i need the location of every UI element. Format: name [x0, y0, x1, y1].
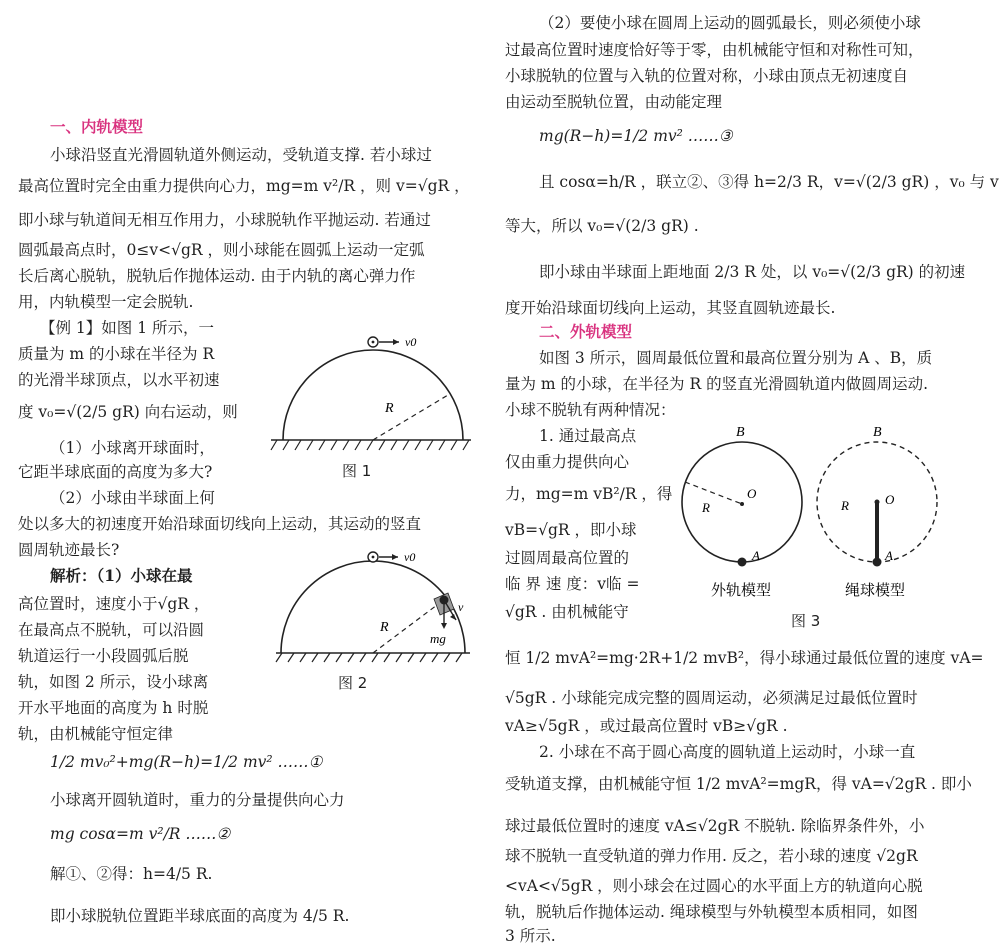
text-line: 2. 小球在不高于圆心高度的圆轨道上运动时，小球一直: [539, 743, 916, 761]
text-line: 过圆周最高位置的: [505, 549, 630, 567]
solution-label: 解析：（1）小球在最: [50, 566, 193, 585]
figure-2-caption: 图 2: [338, 674, 368, 692]
text-line: 量为 m 的小球，在半径为 R 的竖直光滑圆轨道内做圆周运动.: [505, 375, 929, 393]
text-line: （2）小球由半球面上何: [50, 489, 215, 507]
text-line: 3 所示.: [505, 927, 556, 945]
text-line: 圆弧最高点时，0≤v<√gR ，则小球能在圆弧上运动一定弧: [18, 241, 425, 259]
equation-2: mg cosα=m v²/R ……②: [50, 825, 231, 843]
fig3-rope-ball-caption: 绳球模型: [845, 581, 906, 599]
fig2-v-label: v: [458, 600, 464, 614]
section-heading-outer-track: 二、外轨模型: [539, 323, 633, 341]
text-line: 用，内轨模型一定会脱轨.: [18, 293, 194, 311]
text-line: 过最高位置时速度恰好等于零，由机械能守恒和对称性可知，: [505, 41, 924, 59]
figure-2-hemisphere: [258, 545, 473, 665]
text-line: 力，mg=m vB²/R ，得: [505, 485, 673, 503]
fig2-v0-label: v0: [404, 550, 416, 564]
text-line: 轨，由机械能守恒定律: [18, 725, 174, 743]
text-line: √5gR . 小球能完成完整的圆周运动，必须满足过最低位置时: [505, 689, 918, 707]
text-line: 度开始沿球面切线向上运动，其竖直圆轨迹最长.: [505, 299, 836, 317]
fig3-left-b-label: B: [736, 425, 745, 440]
text-line: 长后离心脱轨，脱轨后作抛体运动. 由于内轨的离心弹力作: [18, 267, 416, 285]
text-line: 在最高点不脱轨，可以沿圆: [18, 621, 205, 639]
text-line: 小球不脱轨有两种情况：: [505, 401, 676, 419]
text-line: 处以多大的初速度开始沿球面切线向上运动，其运动的竖直: [18, 515, 422, 533]
text-line: 球过最低位置时的速度 vA≤√2gR 不脱轨. 除临界条件外，小: [505, 817, 925, 835]
example-label: 【例 1】如图 1 所示，一: [40, 319, 215, 337]
text-line: 仅由重力提供向心: [505, 453, 630, 471]
text-line: 小球沿竖直光滑圆轨道外侧运动，受轨道支撑. 若小球过: [50, 146, 432, 164]
fig3-left-o-label: O: [747, 486, 757, 501]
equation-1: 1/2 mv₀²+mg(R−h)=1/2 mv² ……①: [50, 753, 323, 771]
fig1-v0-label: v0: [405, 335, 417, 349]
figure-3-circles: [673, 420, 953, 610]
fig2-mg-label: mg: [430, 631, 446, 646]
figure-3-caption: 图 3: [791, 612, 821, 630]
text-line: 1. 通过最高点: [539, 427, 637, 445]
text-line: 且 cosα=h/R ，联立②、③得 h=2/3 R，v=√(2/3 gR) ，v₀ 与 v: [539, 173, 999, 191]
text-line: 如图 3 所示，圆周最低位置和最高位置分别为 A 、B，质: [539, 349, 933, 367]
text-line: 即小球脱轨位置距半球底面的高度为 4/5 R.: [50, 907, 350, 925]
text-line: 即小球与轨道间无相互作用力，小球脱轨作平抛运动. 若通过: [18, 211, 431, 229]
text-line: 临 界 速 度：v临 =: [505, 575, 640, 593]
text-line: √gR . 由机械能守: [505, 603, 629, 621]
fig3-right-a-label: A: [885, 548, 893, 563]
text-line: 轨，如图 2 所示，设小球离: [18, 673, 209, 691]
text-line: <vA<√5gR ，则小球会在过圆心的水平面上方的轨道向心脱: [505, 877, 923, 895]
text-line: vA≥√5gR ，或过最高位置时 vB≥√gR .: [505, 717, 788, 735]
figure-1-caption: 图 1: [342, 462, 372, 480]
text-line: 恒 1/2 mvA²=mg·2R+1/2 mvB²，得小球通过最低位置的速度 vA=: [505, 649, 984, 667]
text-line: （1）小球离开球面时，: [50, 439, 215, 457]
fig3-left-r-label: R: [702, 500, 710, 515]
figure-1-hemisphere: [263, 330, 473, 455]
text-line: 圆周轨迹最长?: [18, 541, 120, 559]
text-line: 开水平地面的高度为 h 时脱: [18, 699, 209, 717]
text-line: 它距半球底面的高度为多大?: [18, 463, 213, 481]
text-line: 球不脱轨一直受轨道的弹力作用. 反之，若小球的速度 √2gR: [505, 847, 918, 865]
text-line: 轨道运行一小段圆弧后脱: [18, 647, 189, 665]
text-line: 小球脱轨的位置与入轨的位置对称，小球由顶点无初速度自: [505, 67, 909, 85]
section-heading-inner-track: 一、内轨模型: [50, 118, 144, 136]
fig1-r-label: R: [385, 401, 394, 416]
fig3-outer-track-caption: 外轨模型: [711, 581, 772, 599]
text-line: （2）要使小球在圆周上运动的圆弧最长，则必须使小球: [539, 14, 921, 32]
text-line: 的光滑半球顶点，以水平初速: [18, 371, 220, 389]
fig2-r-label: R: [380, 620, 389, 635]
text-line: 由运动至脱轨位置，由动能定理: [505, 93, 723, 111]
text-line: 解①、②得：h=4/5 R.: [50, 865, 213, 883]
fig3-right-o-label: O: [885, 492, 895, 507]
fig3-right-r-label: R: [841, 498, 849, 513]
text-line: vB=√gR ，即小球: [505, 521, 637, 539]
text-line: 最高位置时完全由重力提供向心力，mg=m v²/R ，则 v=√gR ，: [18, 177, 470, 195]
text-line: 高位置时，速度小于√gR ，: [18, 595, 210, 613]
text-line: 轨，脱轨后作抛体运动. 绳球模型与外轨模型本质相同，如图: [505, 903, 918, 921]
text-line: 即小球由半球面上距地面 2/3 R 处，以 v₀=√(2/3 gR) 的初速: [539, 263, 966, 281]
text-line: 等大，所以 v₀=√(2/3 gR) .: [505, 217, 699, 235]
fig3-left-a-label: A: [752, 548, 760, 563]
fig3-right-b-label: B: [873, 425, 882, 440]
text-line: 小球离开圆轨道时，重力的分量提供向心力: [50, 791, 345, 809]
text-line: 受轨道支撑，由机械能守恒 1/2 mvA²=mgR，得 vA=√2gR . 即小: [505, 775, 972, 793]
text-line: 质量为 m 的小球在半径为 R: [18, 345, 215, 363]
equation-3: mg(R−h)=1/2 mv² ……③: [539, 127, 733, 145]
text-line: 度 v₀=√(2/5 gR) 向右运动，则: [18, 403, 238, 421]
